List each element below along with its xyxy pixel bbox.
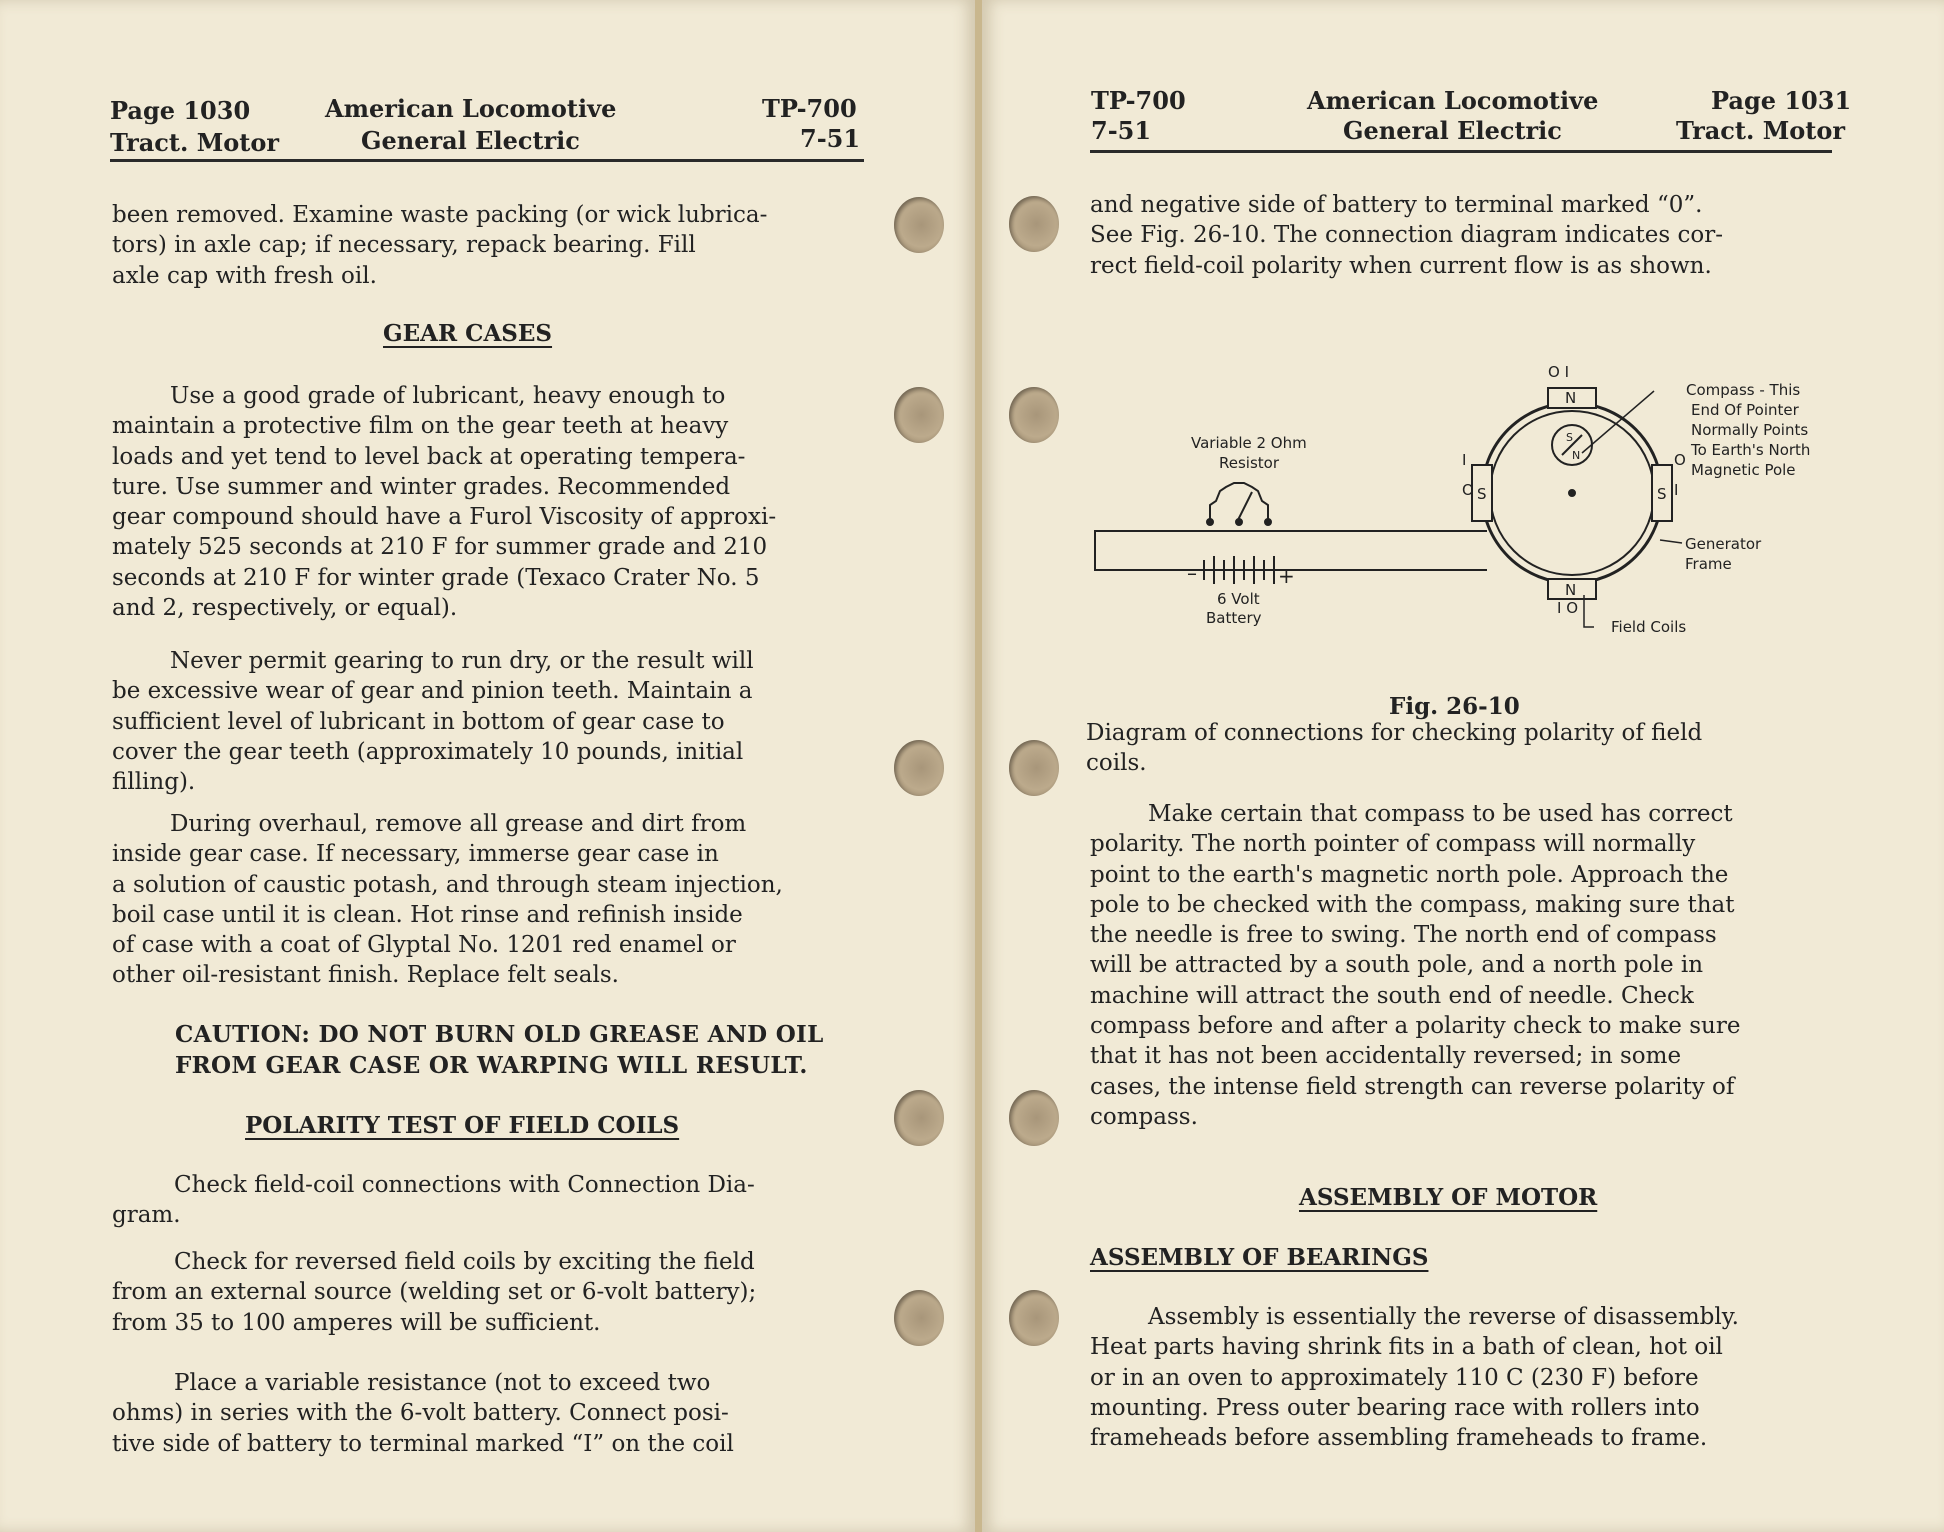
text-line: maintain a protective film on the gear teeth at heavy [112,413,729,440]
binder-hole [1009,1290,1059,1346]
caution-notice [175,1019,824,1081]
text-line: Heat parts having shrink fits in a bath of clean, hot oil [1090,1334,1723,1361]
right-page [982,0,1944,1532]
text-line: seconds at 210 F for winter grade (Texaco Crater No. 5 [112,564,760,591]
bearings-paragraph [1090,1302,1832,1453]
page-number: Page 1031 [1711,86,1852,115]
compass-s-label: S [1566,431,1573,444]
terminal-label-left: O [1462,481,1474,499]
terminal-label-right: I [1674,481,1679,499]
compass-paragraph [1090,799,1832,1132]
compass-label: Magnetic Pole [1691,461,1796,479]
text-line: mately 525 seconds at 210 F for summer grade and 210 [112,534,768,561]
binder-hole [894,1090,944,1146]
intro-paragraph [112,200,864,291]
field-coils-label: Field Coils [1611,618,1687,636]
text-line: rect field-coil polarity when current flow is as shown. [1090,252,1712,279]
page-number: Page 1030 [110,96,251,125]
text-line: ohms) in series with the 6-volt battery. Connect posi- [112,1400,729,1427]
compass-n-label: N [1572,449,1581,462]
company-name-2: General Electric [1343,116,1562,145]
text-line: axle cap with fresh oil. [112,262,377,289]
binder-hole [1009,740,1059,796]
pole-left-label: S [1477,485,1487,503]
caution-line: FROM GEAR CASE OR WARPING WILL RESULT. [175,1052,808,1079]
binder-hole [894,197,944,253]
caution-line: CAUTION: DO NOT BURN OLD GREASE AND OIL [175,1021,824,1048]
text-line: Place a variable resistance (not to exceed two [174,1370,711,1396]
gear-paragraph-1 [112,381,864,623]
text-line: tors) in axle cap; if necessary, repack bearing. Fill [112,232,696,259]
compass-label: To Earth's North [1691,441,1811,459]
text-line: point to the earth's magnetic north pole. Approach the [1090,861,1729,888]
text-line: Never permit gearing to run dry, or the result will [170,648,754,674]
text-line: from 35 to 100 amperes will be sufficient. [112,1309,601,1336]
text-line: Check for reversed field coils by exciting the field [174,1249,755,1275]
battery-plus: + [1278,564,1295,588]
text-line: coils. [1086,750,1147,777]
doc-number: TP-700 [762,94,857,123]
text-line: tive side of battery to terminal marked “I” on the coil [112,1430,734,1457]
polarity-test-heading: POLARITY TEST OF FIELD COILS [245,1112,680,1139]
binder-hole [1009,387,1059,443]
company-name-1: American Locomotive [325,94,617,123]
resistor-label: Resistor [1219,454,1279,472]
text-line: pole to be checked with the compass, making sure that [1090,891,1735,918]
compass-label: End Of Pointer [1691,401,1799,419]
figure-caption [1086,718,1832,779]
resistor-wiper [1238,492,1252,520]
company-name-2: General Electric [361,126,580,155]
assembly-of-bearings-heading: ASSEMBLY OF BEARINGS [1090,1244,1429,1271]
text-line: cases, the intense field strength can reverse polarity of [1090,1073,1735,1100]
text-line: Diagram of connections for checking polarity of field [1086,720,1703,746]
text-line: of case with a coat of Glyptal No. 1201 red enamel or [112,932,736,959]
text-line: Use a good grade of lubricant, heavy enough to [170,383,726,409]
text-line: ture. Use summer and winter grades. Recommended [112,473,731,500]
text-line: and negative side of battery to terminal marked “0”. [1090,192,1703,218]
battery-minus: – [1187,561,1197,585]
company-name-1: American Locomotive [1307,86,1599,115]
text-line: other oil-resistant finish. Replace felt seals. [112,962,619,989]
text-line: will be attracted by a south pole, and a north pole in [1090,952,1704,979]
section-label: Tract. Motor [110,128,280,157]
text-line: or in an oven to approximately 110 C (230 F) before [1090,1364,1699,1391]
terminal-label-left: I [1462,451,1467,469]
intro-paragraph [1090,190,1832,281]
compass-label: Normally Points [1691,421,1809,439]
pole-bottom-label: N [1565,581,1577,599]
text-line: Make certain that compass to be used has correct [1148,801,1733,827]
binder-hole [1009,196,1059,252]
binder-hole [894,387,944,443]
text-line: polarity. The north pointer of compass will normally [1090,831,1696,858]
text-line: Check field-coil connections with Connection Dia- [174,1172,755,1198]
resistor-label: Variable 2 Ohm [1191,434,1307,452]
polarity-paragraph-3 [112,1368,864,1459]
text-line: frameheads before assembling frameheads to frame. [1090,1425,1708,1452]
terminal-label-right: O [1674,451,1686,469]
center-dot [1569,490,1575,496]
text-line: compass. [1090,1103,1198,1130]
connection-diagram [982,355,1944,645]
binder-hole [1009,1090,1059,1146]
polarity-paragraph-2 [112,1247,864,1338]
doc-date: 7-51 [800,124,861,153]
text-line: that it has not been accidentally reversed; in some [1090,1043,1682,1070]
text-line: gram. [112,1202,181,1229]
text-line: sufficient level of lubricant in bottom of gear case to [112,708,725,735]
text-line: and 2, respectively, or equal). [112,595,458,622]
frame-label: Generator [1685,535,1762,553]
assembly-of-motor-heading: ASSEMBLY OF MOTOR [1299,1184,1598,1211]
text-line: machine will attract the south end of needle. Check [1090,982,1694,1009]
frame-leader [1660,540,1682,543]
battery-label: 6 Volt [1217,590,1260,608]
terminal-dot [1265,519,1271,525]
doc-number: TP-700 [1091,86,1186,115]
figure-label: Fig. 26-10 [1389,693,1520,720]
terminal-dot [1207,519,1213,525]
text-line: been removed. Examine waste packing (or wick lubrica- [112,202,768,228]
text-line: a solution of caustic potash, and through steam injection, [112,871,783,898]
resistor-icon [1210,483,1268,520]
text-line: See Fig. 26-10. The connection diagram indicates cor- [1090,222,1724,249]
text-line: filling). [112,769,196,796]
pole-top-label: N [1565,389,1577,407]
text-line: loads and yet tend to level back at operating tempera- [112,443,746,470]
text-line: inside gear case. If necessary, immerse gear case in [112,841,719,868]
text-line: gear compound should have a Furol Viscosity of approxi- [112,504,777,531]
section-label: Tract. Motor [1676,116,1846,145]
compass-label: Compass - This [1686,381,1801,399]
gear-paragraph-2 [112,646,864,797]
text-line: mounting. Press outer bearing race with rollers into [1090,1394,1700,1421]
text-line: be excessive wear of gear and pinion teeth. Maintain a [112,678,753,705]
text-line: cover the gear teeth (approximately 10 pounds, initial [112,738,744,765]
binder-hole [894,740,944,796]
text-line: boil case until it is clean. Hot rinse and refinish inside [112,901,743,928]
text-line: from an external source (welding set or 6-volt battery); [112,1279,757,1306]
terminal-labels-top: O I [1548,363,1569,381]
battery-label: Battery [1206,609,1262,627]
polarity-paragraph-1 [112,1170,864,1231]
terminal-labels-bottom: I O [1557,599,1578,617]
pole-right-label: S [1657,485,1667,503]
header-rule [110,159,864,162]
header-rule [1090,150,1832,153]
terminal-dot [1236,519,1242,525]
binder-hole [894,1290,944,1346]
text-line: the needle is free to swing. The north end of compass [1090,922,1717,949]
doc-date: 7-51 [1091,116,1152,145]
text-line: compass before and after a polarity check to make sure [1090,1013,1741,1040]
text-line: Assembly is essentially the reverse of disassembly. [1148,1304,1739,1330]
gear-cases-heading: GEAR CASES [383,320,553,347]
text-line: During overhaul, remove all grease and dirt from [170,811,747,837]
gear-paragraph-3 [112,809,864,991]
frame-label: Frame [1685,555,1732,573]
